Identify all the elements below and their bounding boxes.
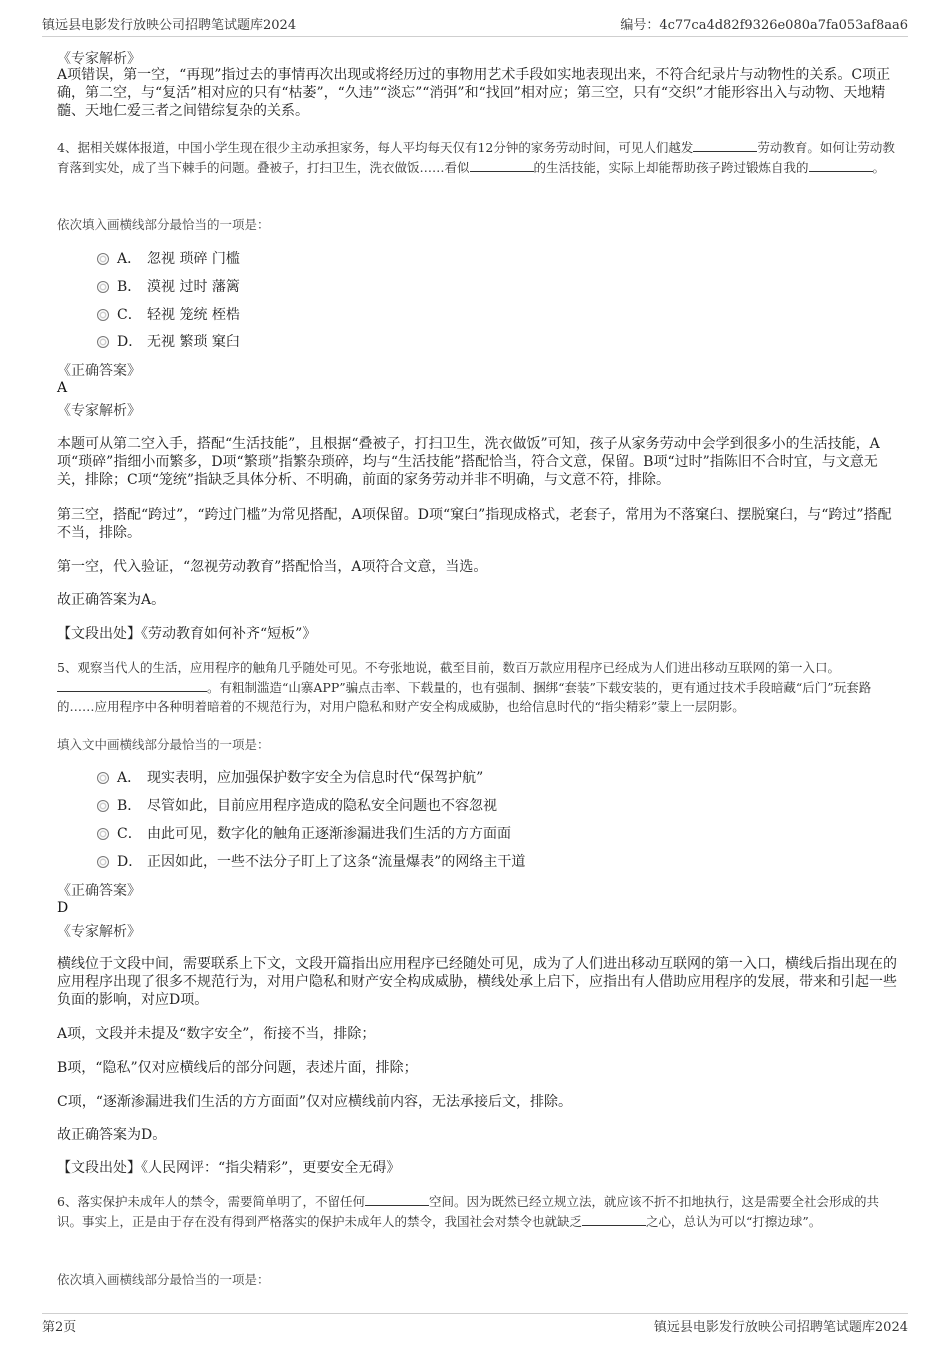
option-letter: B．	[117, 279, 142, 295]
header-doc-id: 编号：4c77ca4d82f9326e080a7fa053af8aa6	[620, 18, 908, 33]
q5-analysis-label: 《专家解析》	[57, 924, 141, 940]
q4-option-a[interactable]	[97, 248, 240, 268]
q4-analysis-para: 第三空，搭配“跨过”，“跨过门槛”为常见搭配，A项保留。D项“窠臼”指现成格式，老套子，常用为不落窠臼、摆脱窠臼，与“跨过”搭配不当，排除。	[57, 507, 892, 541]
q5-analysis-para: 故正确答案为D。	[57, 1127, 167, 1143]
radio-icon[interactable]	[97, 856, 109, 868]
q5-stem-part: 5、观察当代人的生活，应用程序的触角几乎随处可见。不夸张地说，截至目前，数百万款应用程序已经成为人们进出移动互联网的第一入口。	[57, 660, 840, 675]
q5-prompt: 填入文中画横线部分最恰当的一项是：	[57, 737, 270, 752]
q6-blank-2	[582, 1213, 646, 1226]
prev-analysis-text: A项错误，第一空，“再现”指过去的事情再次出现或将经历过的事物用艺术手段如实地表现出来，不符合纪录片与动物性的关系。C项正确，第二空，与“复活”相对应的只有“枯萎”，“久违”“淡忘”“消弭”和“找回”相对应；第三空，只有“交织”才能形容出入与动物、天地精髓、天地仁爱三者之间错综复杂的关系。	[57, 67, 891, 119]
radio-icon[interactable]	[97, 309, 109, 321]
q4-blank-1	[693, 139, 757, 152]
q4-blank-2	[470, 159, 534, 172]
radio-icon[interactable]	[97, 281, 109, 293]
option-text: 现实表明，应加强保护数字安全为信息时代“保驾护航”	[147, 770, 484, 786]
option-letter: A．	[117, 251, 142, 267]
q4-stem-part: 劳动教育。如何让劳动教育落到实处，成了当下棘手的问题。叠被子，打扫卫生，洗衣做饭……看似	[57, 140, 895, 175]
footer-doc-title: 镇远县电影发行放映公司招聘笔试题库2024	[653, 1320, 908, 1335]
q5-answer-label: 《正确答案》	[57, 883, 141, 899]
q4-option-d[interactable]	[97, 331, 240, 351]
radio-icon[interactable]	[97, 800, 109, 812]
option-text: 忽视 琐碎 门槛	[147, 251, 240, 267]
q5-analysis-para: C项，“逐渐渗漏进我们生活的方方面面”仅对应横线前内容，无法承接后文，排除。	[57, 1094, 573, 1110]
option-letter: D．	[117, 854, 143, 870]
q6-prompt: 依次填入画横线部分最恰当的一项是：	[57, 1272, 270, 1287]
q6-stem	[57, 1192, 897, 1231]
q4-source: 【文段出处】《劳动教育如何补齐“短板”》	[57, 626, 317, 642]
option-letter: A．	[117, 770, 142, 786]
radio-icon[interactable]	[97, 828, 109, 840]
q4-stem-part: 的生活技能，实际上却能帮助孩子跨过锻炼自我的	[533, 159, 809, 175]
q5-option-a[interactable]	[97, 767, 483, 787]
q4-analysis-label: 《专家解析》	[57, 403, 141, 419]
option-text: 正因如此，一些不法分子盯上了这条“流量爆表”的网络主干道	[147, 854, 526, 870]
q5-blank	[57, 679, 207, 692]
option-text: 尽管如此，目前应用程序造成的隐私安全问题也不容忽视	[147, 798, 497, 814]
q4-answer-label: 《正确答案》	[57, 363, 141, 379]
q5-stem-part: 。有粗制滥造“山寨APP”骗点击率、下载量的，也有强制、捆绑“套装”下载安装的，更有通过技术手段暗藏“后门”玩套路的……应用程序中各种明着暗着的不规范行为，对用户隐私和财产安全构成威胁，也给信息时代的“指尖精彩”蒙上一层阴影。	[57, 679, 872, 714]
q6-stem-part: 之心，总认为可以“打擦边球”。	[646, 1213, 822, 1229]
prev-analysis-label: 《专家解析》	[57, 51, 141, 67]
q4-analysis-para: 故正确答案为A。	[57, 592, 166, 608]
q4-option-c[interactable]	[97, 304, 240, 324]
q5-analysis-para: 横线位于文段中间，需要联系上下文，文段开篇指出应用程序已经随处可见，成为了人们进出移动互联网的第一入口，横线后指出现在的应用程序出现了很多不规范行为，对用户隐私和财产安全构成威胁，横线处承上启下，应指出有人借助应用程序的发展，带来和引起一些负面的影响，对应D项。	[57, 956, 897, 1008]
page-header	[42, 14, 908, 37]
q6-stem-part: 6、落实保护未成年人的禁令，需要简单明了，不留任何	[57, 1194, 365, 1209]
q4-stem	[57, 138, 897, 177]
q4-analysis-para: 本题可从第二空入手，搭配“生活技能”，且根据“叠被子，打扫卫生，洗衣做饭”可知，孩子从家务劳动中会学到很多小的生活技能，A项“琐碎”指细小而繁多，D项“繁琐”指繁杂琐碎，均与“生活技能”搭配恰当，符合文意，保留。B项“过时”指陈旧不合时宜，与文意无关，排除；C项“笼统”指缺乏具体分析、不明确，前面的家务劳动并非不明确，与文意不符，排除。	[57, 436, 880, 488]
q5-answer: D	[57, 900, 69, 916]
option-letter: D．	[117, 334, 143, 350]
q5-analysis-para: A项，文段并未提及“数字安全”，衔接不当，排除；	[57, 1026, 376, 1042]
q6-stem-part: 空间。因为既然已经立规立法，就应该不折不扣地执行，这是需要全社会形成的共识。事实上，正是由于存在没有得到严格落实的保护未成年人的禁令，我国社会对禁令也就缺乏	[57, 1194, 879, 1229]
q5-option-c[interactable]	[97, 823, 511, 843]
option-text: 由此可见，数字化的触角正逐渐渗漏进我们生活的方方面面	[147, 826, 511, 842]
option-text: 无视 繁琐 窠臼	[147, 334, 240, 350]
option-text: 轻视 笼统 桎梏	[147, 307, 240, 323]
q4-answer: A	[57, 380, 68, 396]
option-letter: B．	[117, 798, 142, 814]
q4-analysis-para: 第一空，代入验证，“忽视劳动教育”搭配恰当，A项符合文意，当选。	[57, 559, 488, 575]
q4-option-b[interactable]	[97, 276, 240, 296]
q4-blank-3	[809, 159, 873, 172]
option-text: 漠视 过时 藩篱	[147, 279, 240, 295]
q5-stem	[57, 658, 897, 717]
q5-option-d[interactable]	[97, 851, 525, 871]
radio-icon[interactable]	[97, 772, 109, 784]
header-doc-title: 镇远县电影发行放映公司招聘笔试题库2024	[42, 18, 297, 33]
radio-icon[interactable]	[97, 336, 109, 348]
q5-analysis-para: B项，“隐私”仅对应横线后的部分问题，表述片面，排除；	[57, 1060, 418, 1076]
option-letter: C．	[117, 307, 142, 323]
q4-prompt: 依次填入画横线部分最恰当的一项是：	[57, 217, 270, 232]
q5-source: 【文段出处】《人民网评：“指尖精彩”，更要安全无碍》	[57, 1160, 401, 1176]
radio-icon[interactable]	[97, 253, 109, 265]
q4-stem-part: 4、据相关媒体报道，中国小学生现在很少主动承担家务，每人平均每天仅有12分钟的家务劳动时间，可见人们越发	[57, 140, 694, 155]
option-letter: C．	[117, 826, 142, 842]
page-footer	[42, 1313, 908, 1336]
q6-blank-1	[365, 1193, 429, 1206]
footer-page-number: 第2页	[42, 1320, 77, 1335]
q5-option-b[interactable]	[97, 795, 497, 815]
q4-stem-part: 。	[872, 159, 886, 175]
